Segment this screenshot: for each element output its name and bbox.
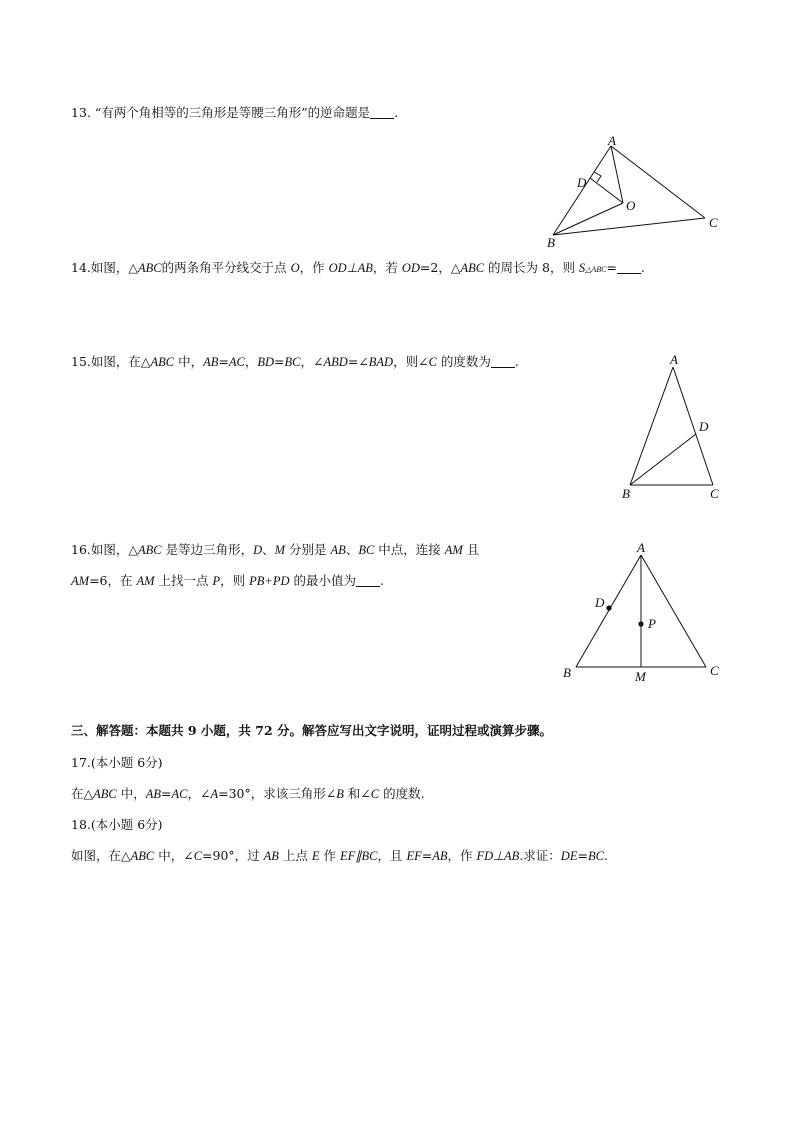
label-a: A: [608, 133, 616, 148]
answer-blank[interactable]: [356, 574, 380, 587]
figure-16-triangle: [555, 538, 730, 686]
label-p: P: [648, 616, 656, 631]
question-text: “有两个角相等的三角形是等腰三角形”的逆命题是: [94, 105, 371, 120]
segment-ac: [641, 555, 706, 667]
label-b: B: [622, 486, 630, 501]
point-d: [606, 605, 611, 610]
segment-bd: [630, 434, 696, 485]
label-o: O: [626, 198, 636, 213]
segment-ab: [630, 367, 673, 485]
question-13: 13. “有两个角相等的三角形是等腰三角形”的逆命题是 .: [71, 105, 399, 120]
label-a: A: [670, 352, 678, 367]
label-c: C: [709, 215, 718, 230]
question-15: 15.如图，在△ABC 中，AB=AC，BD=BC，∠ABD=∠BAD，则∠C 的度数为 .: [71, 354, 519, 369]
label-c: C: [710, 663, 719, 678]
question-14: 14.如图，△ABC的两条角平分线交于点 O，作 OD⊥AB，若 OD=2，△ABC 的周长为 8，则 S△ABC= .: [71, 260, 645, 275]
right-angle-mark: [594, 172, 601, 182]
answer-blank[interactable]: [370, 106, 394, 119]
question-16-line-2: AM=6，在 AM 上找一点 P，则 PB+PD 的最小值为 .: [71, 573, 384, 588]
segment-ab: [576, 555, 641, 667]
figure-13-triangle: [540, 130, 730, 250]
question-18-header: 18.(本小题 6分): [71, 817, 163, 832]
question-17-header: 17.(本小题 6分): [71, 755, 163, 770]
label-a: A: [637, 540, 645, 555]
point-p: [638, 621, 643, 626]
section-3-header: 三、解答题：本题共 9 小题，共 72 分。解答应写出文字说明，证明过程或演算步骤。: [71, 723, 553, 738]
label-d: D: [595, 595, 605, 610]
question-16-line-1: 16.如图，△ABC 是等边三角形，D、M 分别是 AB、BC 中点，连接 AM 且: [71, 542, 480, 557]
answer-blank[interactable]: [617, 261, 641, 274]
label-c: C: [710, 486, 719, 501]
question-18-text: 如图，在△ABC 中，∠C=90°，过 AB 上点 E 作 EF∥BC，且 EF=AB，作 FD⊥AB.求证：DE=BC.: [71, 848, 608, 863]
label-m: M: [635, 669, 646, 684]
label-d: D: [699, 419, 709, 434]
segment-ao: [611, 146, 623, 203]
segment-bc: [553, 218, 705, 235]
label-d: D: [577, 175, 587, 190]
figure-15-triangle: [610, 350, 730, 505]
answer-blank[interactable]: [491, 355, 515, 368]
question-number: 13.: [71, 105, 91, 120]
label-b: B: [547, 235, 555, 250]
question-17-text: 在△ABC 中，AB=AC，∠A=30°，求该三角形∠B 和∠C 的度数.: [71, 786, 425, 801]
label-b: B: [563, 665, 571, 680]
